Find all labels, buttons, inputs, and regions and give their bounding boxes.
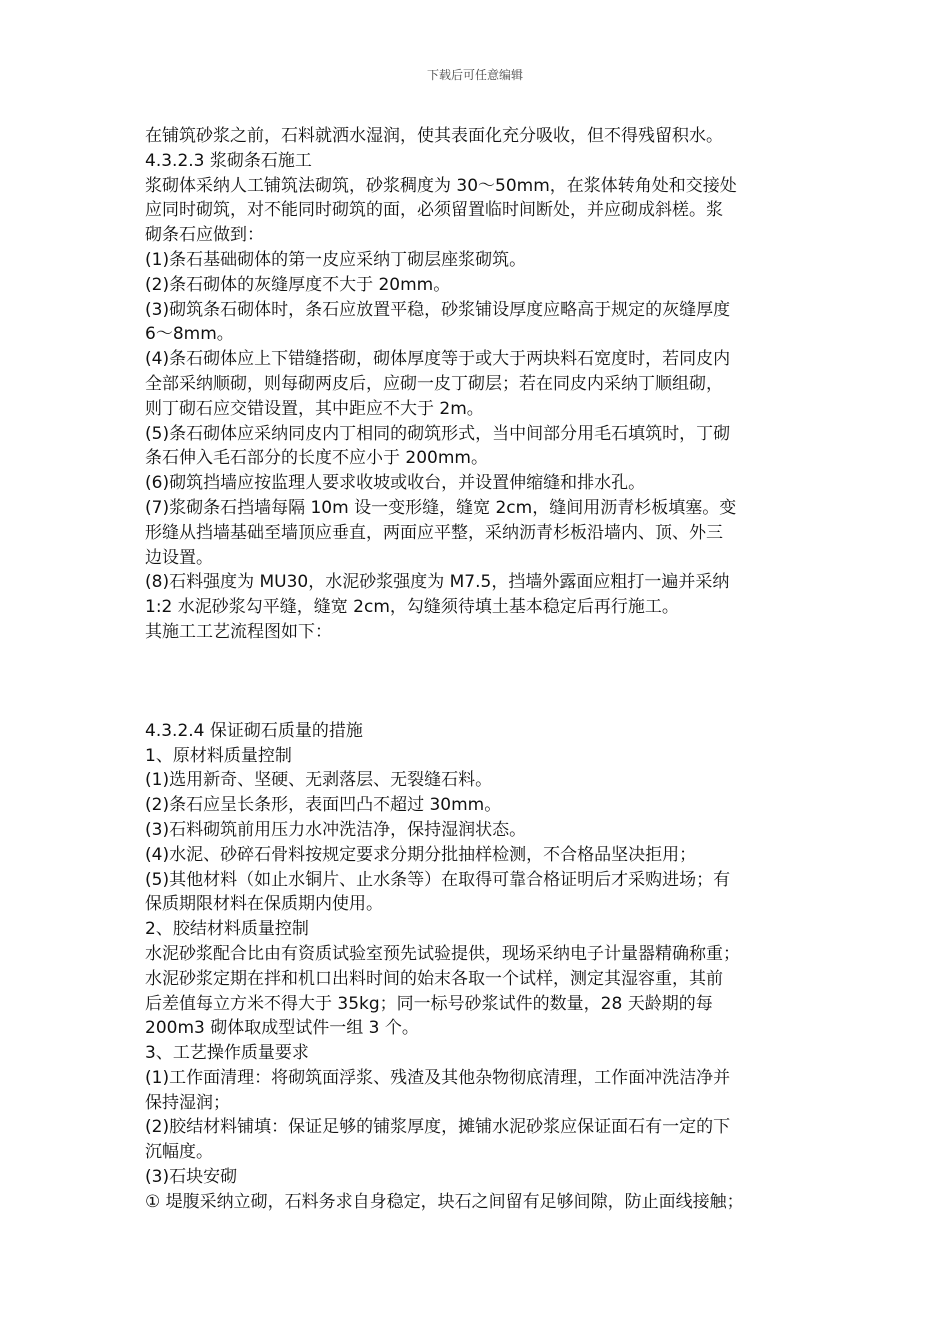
text-line: 全部采纳顺砌，则每砌两皮后，应砌一皮丁砌层；若在同皮内采纳丁顺组砌， <box>145 373 723 394</box>
page-header: 下载后可任意编辑 <box>426 68 523 82</box>
text-line: 沉幅度。 <box>145 1142 213 1163</box>
text-line: 边设置。 <box>145 547 213 568</box>
text-line: 水泥砂浆配合比由有资质试验室预先试验提供，现场采纳电子计量器精确称重； <box>145 943 740 964</box>
text-line: (2)胶结材料铺填：保证足够的铺浆厚度，摊铺水泥砂浆应保证面石有一定的下 <box>145 1117 731 1138</box>
text-line: 2、胶结材料质量控制 <box>145 919 309 940</box>
text-line: 1:2 水泥砂浆勾平缝，缝宽 2cm，勾缝须待填土基本稳定后再行施工。 <box>145 597 679 618</box>
text-line: 4.3.2.4 保证砌石质量的措施 <box>145 720 363 741</box>
text-line: (3)石块安砌 <box>145 1167 238 1188</box>
text-line: (7)浆砌条石挡墙每隔 10m 设一变形缝，缝宽 2cm，缝间用沥青杉板填塞。变 <box>145 497 737 518</box>
text-line: (5)条石砌体应采纳同皮内丁相同的砌筑形式，当中间部分用毛石填筑时，丁砌 <box>145 423 731 444</box>
text-line: 则丁砌石应交错设置，其中距应不大于 2m。 <box>145 398 484 419</box>
text-line: (2)条石应呈长条形，表面凹凸不超过 30mm。 <box>145 795 502 816</box>
text-line: 其施工工艺流程图如下： <box>145 621 332 642</box>
text-line: 6～8mm。 <box>145 324 234 345</box>
text-line: 条石伸入毛石部分的长度不应小于 200mm。 <box>145 448 488 469</box>
text-line: 砌条石应做到： <box>145 225 264 246</box>
text-line: 4.3.2.3 浆砌条石施工 <box>145 150 312 171</box>
text-line: ① 堤腹采纳立砌，石料务求自身稳定，块石之间留有足够间隙，防止面线接触； <box>145 1191 744 1212</box>
text-line: 应同时砌筑，对不能同时砌筑的面，必须留置临时间断处，并应砌成斜槎。浆 <box>145 200 723 221</box>
text-line: 3、工艺操作质量要求 <box>145 1043 309 1064</box>
text-line: 形缝从挡墙基础至墙顶应垂直，两面应平整，采纳沥青杉板沿墙内、顶、外三 <box>145 522 723 543</box>
text-line: 1、原材料质量控制 <box>145 745 292 766</box>
text-line: (1)条石基础砌体的第一皮应采纳丁砌层座浆砌筑。 <box>145 249 527 270</box>
text-line: (2)条石砌体的灰缝厚度不大于 20mm。 <box>145 274 451 295</box>
text-line: (8)石料强度为 MU30，水泥砂浆强度为 M7.5，挡墙外露面应粗打一遍并采纳 <box>145 572 730 593</box>
document-body <box>145 124 810 1215</box>
text-line: (5)其他材料（如止水铜片、止水条等）在取得可靠合格证明后才采购进场；有 <box>145 869 731 890</box>
text-line: 水泥砂浆定期在拌和机口出料时间的始末各取一个试样，测定其湿容重，其前 <box>145 968 723 989</box>
text-line: (1)工作面清理：将砌筑面浮浆、残渣及其他杂物彻底清理，工作面冲洗洁净并 <box>145 1067 731 1088</box>
flowchart-placeholder <box>145 645 810 719</box>
text-line: 200m3 砌体取成型试件一组 3 个。 <box>145 1018 419 1039</box>
section-quality-measures <box>145 719 810 1215</box>
text-line: (6)砌筑挡墙应按监理人要求收坡或收台，并设置伸缩缝和排水孔。 <box>145 473 646 494</box>
text-line: (1)选用新奇、坚硬、无剥落层、无裂缝石料。 <box>145 770 493 791</box>
text-line: 保持湿润； <box>145 1092 230 1113</box>
text-line: 保质期限材料在保质期内使用。 <box>145 894 383 915</box>
text-line: 后差值每立方米不得大于 35kg；同一标号砂浆试件的数量，28 天龄期的每 <box>145 993 713 1014</box>
section-stone-masonry <box>145 124 810 645</box>
text-line: (3)砌筑条石砌体时，条石应放置平稳，砂浆铺设厚度应略高于规定的灰缝厚度 <box>145 299 731 320</box>
text-line: (4)条石砌体应上下错缝搭砌，砌体厚度等于或大于两块料石宽度时，若同皮内 <box>145 349 731 370</box>
text-line: (3)石料砌筑前用压力水冲洗洁净，保持湿润状态。 <box>145 819 527 840</box>
text-line: 浆砌体采纳人工铺筑法砌筑，砂浆稠度为 30～50mm，在浆体转角处和交接处 <box>145 175 737 196</box>
text-line: 在铺筑砂浆之前，石料就洒水湿润，使其表面化充分吸收，但不得残留积水。 <box>145 126 723 146</box>
text-line: (4)水泥、砂碎石骨料按规定要求分期分批抽样检测，不合格品坚决拒用； <box>145 844 697 865</box>
